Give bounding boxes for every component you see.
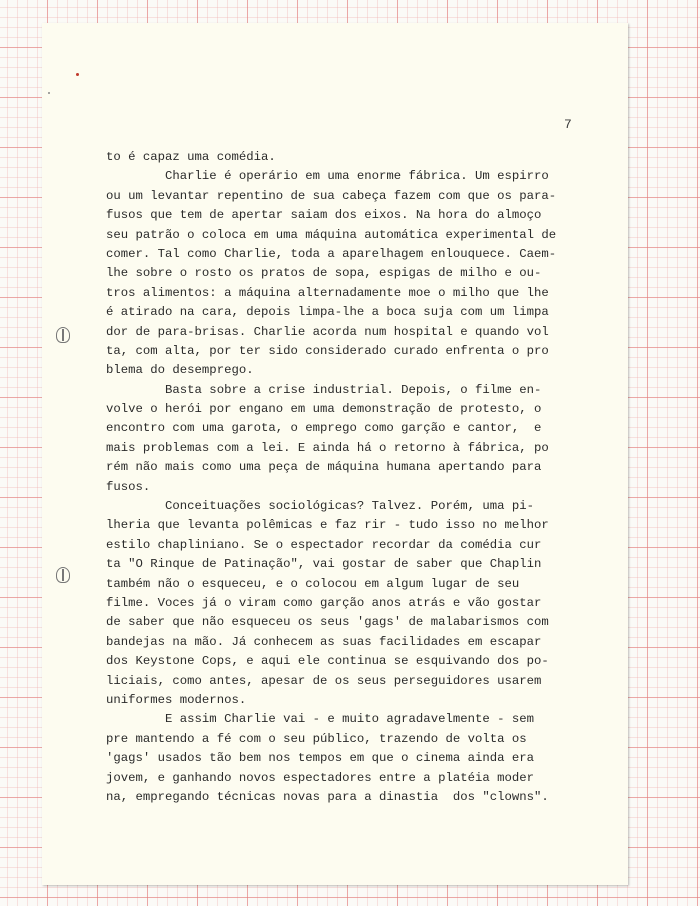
text-line: 'gags' usados tão bem nos tempos em que o cinema ainda era <box>106 751 535 766</box>
text-line: liciais, como antes, apesar de os seus perseguidores usarem <box>106 673 542 688</box>
text-line: é atirado na cara, depois limpa-lhe a boca suja com um limpa <box>106 305 549 320</box>
red-mark <box>76 73 79 76</box>
punch-hole-icon <box>56 567 70 583</box>
page-number: 7 <box>564 117 572 132</box>
text-line: dor de para-brisas. Charlie acorda num hospital e quando vol <box>106 324 549 339</box>
text-line: blema do desemprego. <box>106 363 254 378</box>
text-line: ou um levantar repentino de sua cabeça fazem com que os para- <box>106 188 557 203</box>
text-line: to é capaz uma comédia. <box>106 150 276 164</box>
text-line: Charlie é operário em uma enorme fábrica. Um espirro <box>106 169 549 184</box>
text-line: na, empregando técnicas novas para a dinastia dos "clowns". <box>106 789 549 804</box>
text-line: seu patrão o coloca em uma máquina automática experimental de <box>106 227 557 242</box>
text-line: bandejas na mão. Já conhecem as suas facilidades em escapar <box>106 634 542 649</box>
text-line: mais problemas com a lei. E ainda há o retorno à fábrica, po <box>106 440 549 455</box>
text-line: fusos que tem de apertar saiam dos eixos. Na hora do almoço <box>106 208 542 223</box>
text-line: rém não mais como uma peça de máquina humana apertando para <box>106 460 542 475</box>
text-line: Conceituações sociológicas? Talvez. Porém, uma pi- <box>106 499 535 514</box>
text-line: tros alimentos: a máquina alternadamente moe o milho que lhe <box>106 285 549 300</box>
red-mark <box>48 92 50 94</box>
text-line: também não o esqueceu, e o colocou em algum lugar de seu <box>106 576 520 591</box>
text-line: ta, com alta, por ter sido considerado curado enfrenta o pro <box>106 343 549 358</box>
text-line: comer. Tal como Charlie, toda a aparelhagem enlouquece. Caem- <box>106 246 557 261</box>
text-line: pre mantendo a fé com o seu público, trazendo de volta os <box>106 731 527 746</box>
text-line: Basta sobre a crise industrial. Depois, o filme en- <box>106 382 542 397</box>
text-line: uniformes modernos. <box>106 692 247 707</box>
text-line: ta "O Rinque de Patinação", vai gostar de saber que Chaplin <box>106 557 542 572</box>
punch-hole-icon <box>56 327 70 343</box>
text-line: dos Keystone Cops, e aqui ele continua se esquivando dos po- <box>106 654 549 669</box>
text-line: de saber que não esqueceu os seus 'gags' de malabarismos com <box>106 615 549 630</box>
text-line: filme. Voces já o viram como garção anos atrás e vão gostar <box>106 595 542 610</box>
typed-text-body <box>106 148 596 807</box>
text-line: lheria que levanta polêmicas e faz rir - tudo isso no melhor <box>106 518 549 533</box>
text-line: estilo chapliniano. Se o espectador recordar da comédia cur <box>106 537 542 552</box>
text-line: jovem, e ganhando novos espectadores entre a platéia moder <box>106 770 535 785</box>
text-line: lhe sobre o rosto os pratos de sopa, espigas de milho e ou- <box>106 266 542 281</box>
text-line: fusos. <box>106 479 151 494</box>
text-line: encontro com uma garota, o emprego como garção e cantor, e <box>106 421 542 436</box>
text-line: volve o herói por engano em uma demonstração de protesto, o <box>106 402 542 417</box>
text-line: E assim Charlie vai - e muito agradavelmente - sem <box>106 712 535 727</box>
